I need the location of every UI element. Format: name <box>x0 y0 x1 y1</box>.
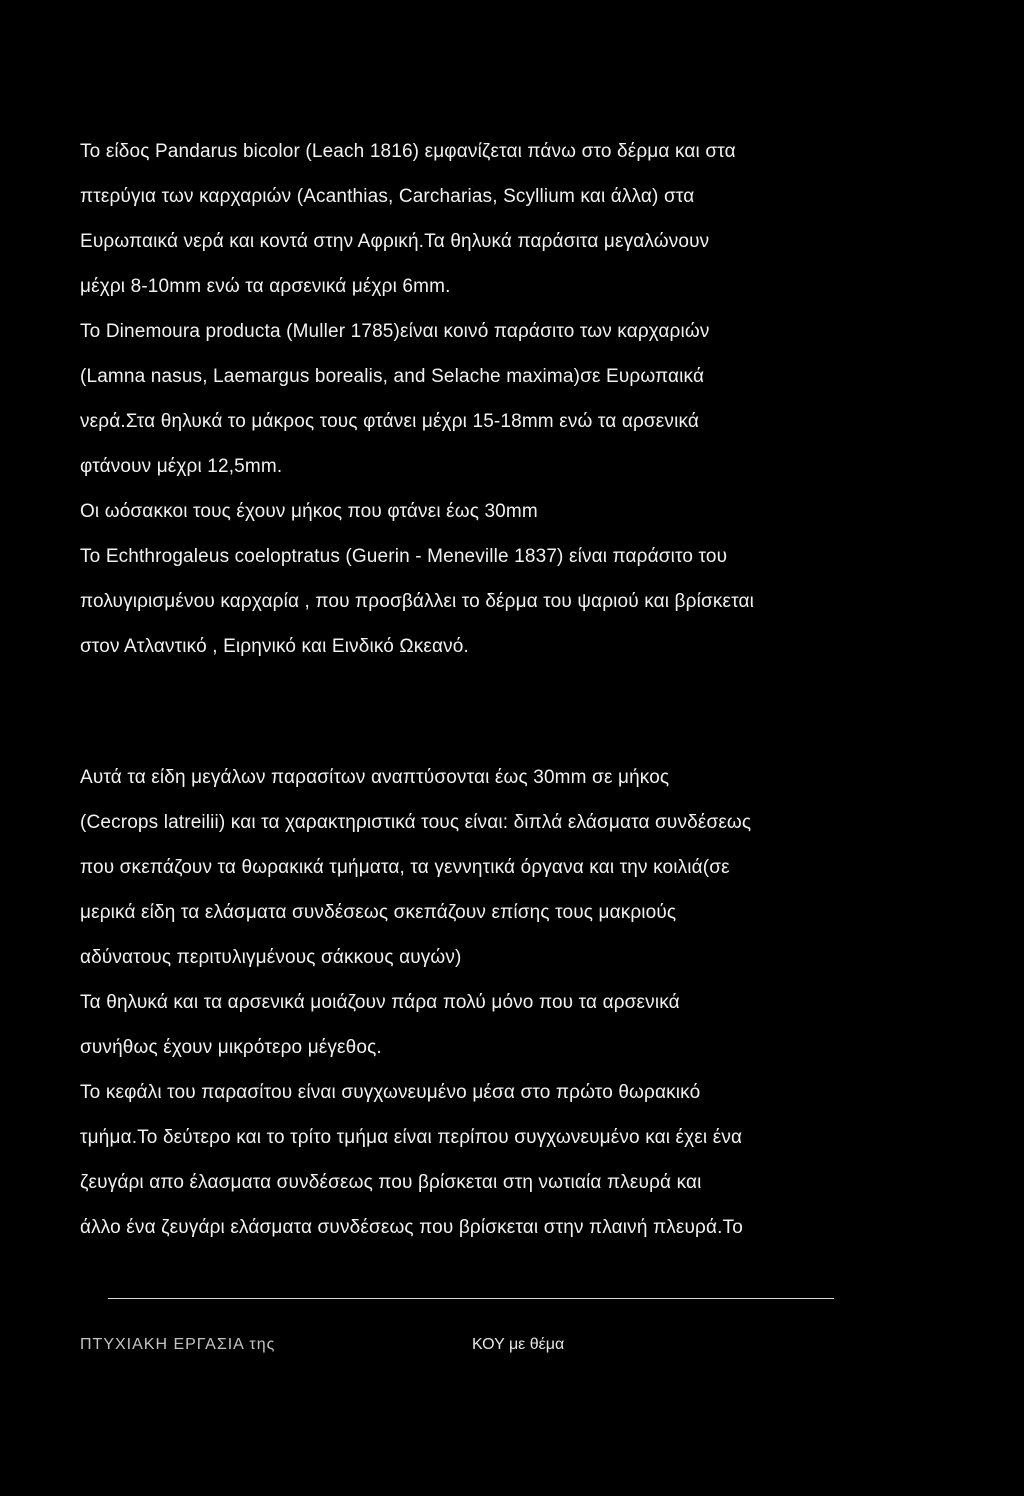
text-line: Οι ωόσακκοι τους έχουν μήκος που φτάνει έως 30mm <box>80 501 538 522</box>
text-line: (Cecrops latreilii) και τα χαρακτηριστικά τους είναι: διπλά ελάσματα συνδέσεως <box>80 812 752 833</box>
footer-left-text: ΠΤΥΧΙΑΚΗ ΕΡΓΑΣΙΑ της <box>80 1336 276 1353</box>
text-line: Το Echthrogaleus coeloptratus (Guerin - Meneville 1837) είναι παράσιτο του <box>80 546 728 567</box>
text-line: αδύνατους περιτυλιγμένους σάκκους αυγών) <box>80 947 462 968</box>
text-line: φτάνουν μέχρι 12,5mm. <box>80 456 283 477</box>
text-line: συνήθως έχουν μικρότερο μέγεθος. <box>80 1037 382 1058</box>
footer-divider <box>108 1298 834 1299</box>
text-line: που σκεπάζουν τα θωρακικά τμήματα, τα γεννητικά όργανα και την κοιλιά(σε <box>80 857 730 878</box>
text-line: μέχρι 8-10mm ενώ τα αρσενικά μέχρι 6mm. <box>80 276 451 297</box>
text-line: ζευγάρι απο έλασματα συνδέσεως που βρίσκεται στη νωτιαία πλευρά και <box>80 1172 702 1193</box>
text-line: Το κεφάλι του παρασίτου είναι συγχωνευμένο μέσα στο πρώτο θωρακικό <box>80 1082 701 1103</box>
footer-right-text: ΚΟΥ με θέμα <box>472 1336 565 1353</box>
text-line: πολυγιρισμένου καρχαρία , που προσβάλλει το δέρμα του ψαριού και βρίσκεται <box>80 591 755 612</box>
text-line: νερά.Στα θηλυκά το μάκρος τους φτάνει μέχρι 15-18mm ενώ τα αρσενικά <box>80 411 699 432</box>
text-line: τμήμα.Το δεύτερο και το τρίτο τμήμα είναι περίπου συγχωνευμένο και έχει ένα <box>80 1127 743 1148</box>
text-line: Αυτά τα είδη μεγάλων παρασίτων αναπτύσονται έως 30mm σε μήκος <box>80 767 670 788</box>
text-line: Το Dinemoura producta (Muller 1785)είναι κοινό παράσιτο των καρχαριών <box>80 321 710 342</box>
text-line: Τα θηλυκά και τα αρσενικά μοιάζουν πάρα πολύ μόνο που τα αρσενικά <box>80 992 680 1013</box>
text-line: άλλο ένα ζευγάρι ελάσματα συνδέσεως που βρίσκεται στην πλαινή πλευρά.Το <box>80 1217 743 1238</box>
text-line: στον Ατλαντικό , Ειρηνικό και Εινδικό Ωκεανό. <box>80 636 469 657</box>
text-line: (Lamna nasus, Laemargus borealis, and Selache maxima)σε Ευρωπαικά <box>80 366 705 387</box>
text-line: Ευρωπαικά νερά και κοντά στην Αφρική.Τα θηλυκά παράσιτα μεγαλώνουν <box>80 231 710 252</box>
text-line: μερικά είδη τα ελάσματα συνδέσεως σκεπάζουν επίσης τους μακριούς <box>80 902 677 923</box>
text-line: πτερύγια των καρχαριών (Acanthias, Carcharias, Scyllium και άλλα) στα <box>80 186 695 207</box>
text-line: Το είδος Pandarus bicolor (Leach 1816) εμφανίζεται πάνω στο δέρμα και στα <box>80 141 736 162</box>
